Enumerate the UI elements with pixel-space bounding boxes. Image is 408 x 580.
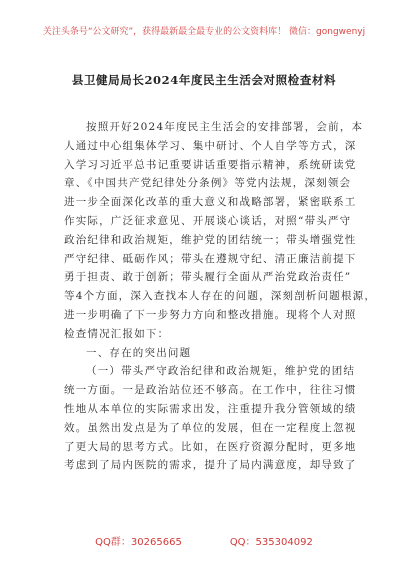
- text-line: 效。虽然出发点是为了单位的发展，但在一定程度上忽视: [64, 421, 357, 434]
- footer-qq-group: QQ群：30265665: [95, 537, 182, 548]
- paragraph-problems: [64, 362, 357, 475]
- text-line: 进一步明确了下一步努力方向和整改措施。现将个人对照: [64, 308, 357, 321]
- text-line: 入学习习近平总书记重要讲话重要指示精神，系统研读党: [64, 158, 357, 171]
- text-line: 政治纪律和政治规矩，维护党的团结统一；带头增强党性: [64, 233, 357, 246]
- footer-qq-number: QQ：535304092: [229, 537, 313, 548]
- text-line: 了更大局的思考方式。比如，在医疗资源分配时，更多地: [64, 440, 357, 453]
- text-line: 按照开好2024年度民主生活会的安排部署，会前，本: [86, 121, 364, 133]
- text-line: 作实际，广泛征求意见、开展谈心谈话，对照“带头严守: [64, 214, 352, 227]
- text-line: 勇于担责、敢于创新；带头履行全面从严治党政治责任”: [64, 271, 352, 284]
- header-promo-note: 关注头条号“公文研究”，获得最新最全最专业的公文资料库！ 微信：gongwenyj: [42, 27, 366, 37]
- document-body: [64, 118, 377, 475]
- text-line: 考虑到了局内医院的需求，提升了局内满意度，却导致了: [64, 459, 357, 472]
- text-line: 章、《中国共产党纪律处分条例》等党内法规，深刻领会: [64, 177, 352, 190]
- text-line: 等4个方面，深入查找本人存在的问题，深刻剖析问题根源，: [64, 290, 377, 303]
- text-line: （一）带头严守政治纪律和政治规矩，维护党的团结: [86, 365, 356, 378]
- text-line: 性地从本单位的实际需求出发，注重提升我分管领域的绩: [64, 402, 357, 415]
- document-title: 县卫健局局长2024年度民主生活会对照检查材料: [71, 73, 337, 87]
- section-heading: 一、存在的突出问题: [86, 346, 192, 359]
- text-line: 检查情况汇报如下：: [64, 327, 170, 340]
- paragraph-intro: [64, 118, 377, 344]
- text-line: 统一方面。一是政治站位还不够高。在工作中，往往习惯: [64, 384, 357, 397]
- text-line: 严守纪律、砥砺作风；带头在遵规守纪、清正廉洁前提下: [64, 252, 357, 265]
- footer-contact: [0, 533, 408, 548]
- text-line: 进一步全面深化改革的重大意义和战略部署，紧密联系工: [64, 196, 357, 209]
- text-line: 人通过中心组集体学习、集中研讨、个人自学等方式，深: [64, 139, 357, 152]
